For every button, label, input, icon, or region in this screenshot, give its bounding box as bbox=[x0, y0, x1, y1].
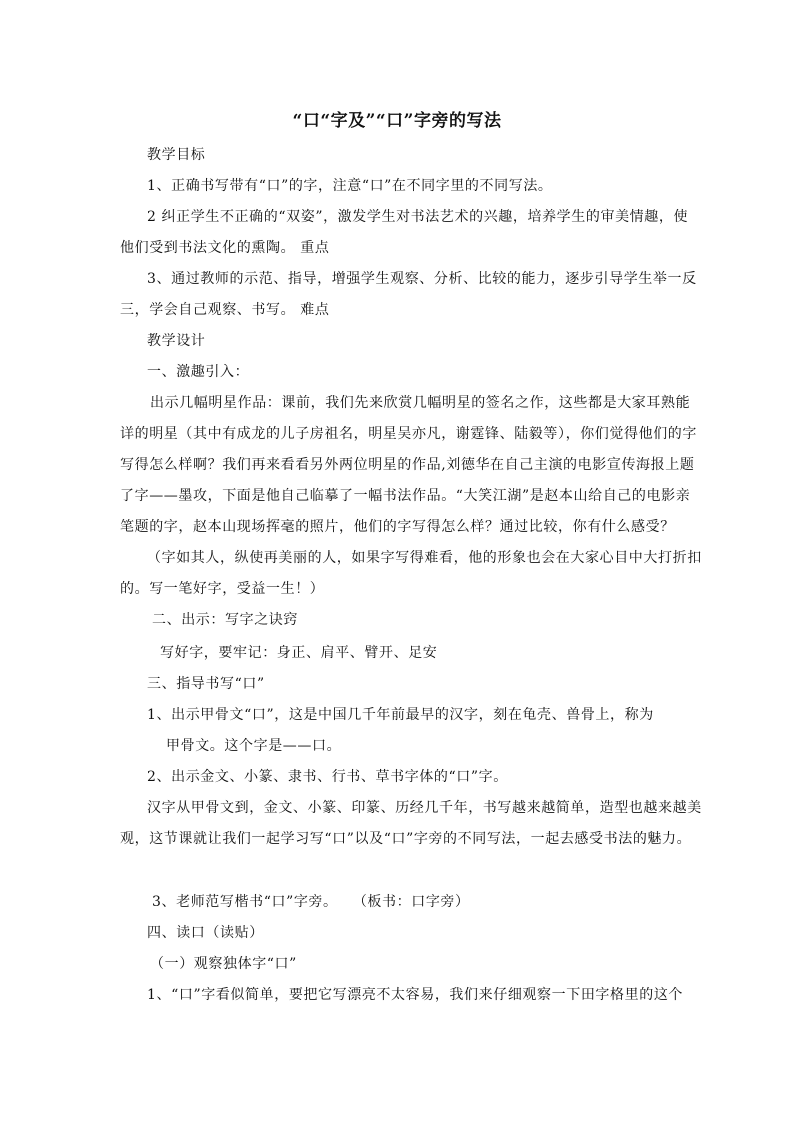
part-1-heading: 一、激趣引入： bbox=[147, 364, 250, 380]
part-1-note-line-2: 的。写一笔好字，受益一生！） bbox=[120, 581, 325, 597]
part-2-text: 写好字，要牢记：身正、肩平、臂开、足安 bbox=[160, 645, 438, 661]
goal-1: 1、正确书写带有“口”的字，注意“口”在不同字里的不同写法。 bbox=[147, 178, 553, 194]
part-3-item-1-line-1: 1、出示甲骨文“口”，这是中国几千年前最早的汉字，刻在龟壳、兽骨上，称为 bbox=[147, 707, 654, 723]
part-1-note-line-1: （字如其人，纵使再美丽的人，如果字写得难看，他的形象也会在大家心目中大打折扣 bbox=[147, 550, 702, 566]
goal-3-line-1: 3、通过教师的示范、指导，增强学生观察、分析、比较的能力，逐步引导学生举一反 bbox=[147, 271, 697, 287]
goal-3-line-2: 三，学会自己观察、书写。 难点 bbox=[120, 302, 330, 318]
part-1-para-line-5: 笔题的字，赵本山现场挥毫的照片，他们的字写得怎么样？通过比较，你有什么感受？ bbox=[120, 519, 675, 535]
part-3-item-2: 2、出示金文、小篆、隶书、行书、草书字体的“口”字。 bbox=[147, 769, 508, 785]
part-4-heading: 四、读口（读贴） bbox=[147, 925, 264, 941]
goal-2-line-2: 他们受到书法文化的熏陶。 重点 bbox=[120, 240, 330, 256]
document-title: “口“字及”“口”字旁的写法 bbox=[292, 111, 502, 131]
part-3-para-line-2: 观，这节课就让我们一起学习写“口”以及“口”字旁的不同写法，一起去感受书法的魅力。 bbox=[120, 831, 692, 847]
goal-2-line-1: 2 纠正学生不正确的“双姿”，激发学生对书法艺术的兴趣，培养学生的审美情趣，使 bbox=[147, 209, 689, 225]
part-3-heading: 三、指导书写“口” bbox=[147, 676, 265, 692]
part-1-para-line-1: 出示几幅明星作品：课前，我们先来欣赏几幅明星的签名之作，这些都是大家耳熟能 bbox=[150, 395, 691, 411]
part-1-para-line-3: 写得怎么样啊？我们再来看看另外两位明星的作品,刘德华在自己主演的电影宣传海报上题 bbox=[120, 457, 695, 473]
part-1-para-line-2: 详的明星（其中有成龙的儿子房祖名，明星吴亦凡，谢霆锋、陆毅等），你们觉得他们的字 bbox=[120, 426, 697, 442]
part-3-para-line-1: 汉字从甲骨文到，金文、小篆、印篆、历经几千年，书写越来越简单，造型也越来越美 bbox=[147, 800, 702, 816]
part-4-sub-heading: （一）观察独体字“口” bbox=[150, 956, 297, 972]
part-3-item-1-line-2: 甲骨文。这个字是——口。 bbox=[166, 738, 342, 754]
part-2-heading: 二、出示：写字之诀窍 bbox=[152, 612, 298, 628]
section-heading-goals: 教学目标 bbox=[147, 147, 206, 163]
part-1-para-line-4: 了字——墨攻，下面是他自己临摹了一幅书法作品。“大笑江湖”是赵本山给自己的电影亲 bbox=[120, 488, 691, 504]
section-heading-design: 教学设计 bbox=[147, 333, 206, 349]
part-4-item-1: 1、“口”字看似简单，要把它写漂亮不太容易，我们来仔细观察一下田字格里的这个 bbox=[147, 987, 684, 1003]
part-3-item-3: 3、老师范写楷书“口”字旁。 （板书：口字旁） bbox=[152, 894, 470, 910]
